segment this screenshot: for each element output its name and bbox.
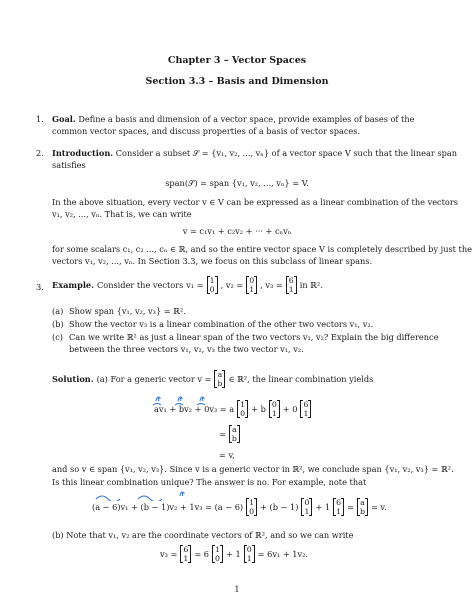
alt-vector-1-0: 1 0 — [246, 498, 257, 516]
part-c-text: Can we write ℝ² as just a linear span of the two vectors v₁, v₂? Explain the big difference between the three vectors v₁, v₂, v₃ the two vector v₁, v₂. — [69, 332, 439, 355]
alt-vector-a-b: a b — [357, 498, 368, 516]
example-tail: in ℝ². — [299, 279, 323, 290]
equation-line2-eq: = — [219, 428, 226, 439]
b-vector-0-1: 0 1 — [244, 545, 255, 563]
v2-vector: 0 1 — [246, 276, 257, 294]
vector-a-b: a b — [229, 425, 240, 443]
generic-vector-ab: a b — [214, 370, 225, 388]
v3-name: , v₃ = — [260, 279, 283, 290]
alt-equation-mid: + (b − 1) — [260, 501, 299, 512]
equation-line3: = v, — [219, 450, 235, 460]
intro-para3-line2: vectors v₁, v₂, ..., vₙ. In Section 3.3, we focus on this subclass of linear spans. — [52, 256, 373, 266]
b-equation-mid2: + 1 — [226, 548, 241, 559]
section-title: Section 3.3 – Basis and Dimension — [145, 76, 329, 87]
alt-equation-mid2: + 1 — [315, 501, 331, 512]
linear-combination-equation: v = c₁v₁ + c₂v₂ + ··· + cₙvₙ — [182, 226, 292, 236]
v1-name: v₁ = — [186, 279, 204, 290]
alt-equation-lhs: (a − 6)v₁ + (b − 1)v₂ + 1v₃ = (a − 6) — [92, 501, 244, 512]
part-b-tag: (b) — [52, 319, 64, 329]
solution-b-text: (b) Note that v₁, v₂ are the coordinate vectors of ℝ², and so we can write — [52, 530, 354, 540]
equation-plus-b: + b — [251, 403, 266, 414]
solution-a-text2: ∈ ℝ², the linear combination yields — [228, 373, 374, 384]
intro-para2-line1: In the above situation, every vector v ∈ V can be expressed as a linear combination of the vectors — [52, 197, 458, 207]
b-vector-1-0: 1 0 — [212, 545, 223, 563]
alt-equation-tail: = v. — [370, 501, 387, 512]
b-equation — [160, 545, 308, 563]
goal-number: 1. — [36, 114, 44, 124]
goal-text: Define a basis and dimension of a vector space, provide examples of bases of the common vector spaces, and discuss properties of a basis of vector spaces. — [52, 114, 415, 137]
alt-vector-6-1: 6 1 — [333, 498, 344, 516]
intro-line1 — [52, 147, 457, 159]
b-equation-tail: = 6v₁ + 1v₂. — [257, 548, 309, 559]
b-equation-mid: = 6 — [194, 548, 210, 559]
alt-vector-0-1: 0 1 — [301, 498, 312, 516]
equation-line2 — [219, 425, 240, 443]
chapter-title: Chapter 3 – Vector Spaces — [167, 55, 307, 66]
intro-label: Introduction. — [52, 148, 114, 158]
v3-vector: 6 1 — [286, 276, 297, 294]
example-number: 3. — [36, 282, 44, 292]
intro-text: Consider a subset 𝒮 = {v₁, v₂, ..., vₙ} of a vector space V such that the linear span — [115, 148, 457, 158]
b-equation-lhs: v₃ = — [160, 548, 178, 559]
example-label: Example. — [52, 279, 94, 290]
solution-a-line — [52, 370, 373, 388]
solution-label: Solution. — [52, 373, 94, 384]
part-a-text: Show span {v₁, v₂, v₃} = ℝ². — [69, 306, 186, 316]
intro-para2-line2: v₁, v₂, ..., vₙ. That is, we can write — [52, 209, 192, 219]
solution-a-text1: (a) For a generic vector v = — [96, 373, 212, 384]
v1-vector: 1 0 — [207, 276, 218, 294]
b-vector-6-1: 6 1 — [180, 545, 191, 563]
part-a-tag: (a) — [52, 306, 64, 316]
equation-line1 — [154, 400, 311, 418]
conclusion-line2: Is this linear combination unique? The answer is no. For example, note that — [52, 477, 367, 487]
annotation-mark-1 — [180, 492, 184, 496]
intro-number: 2. — [36, 148, 44, 158]
example-line — [52, 276, 323, 294]
alt-equation-eq: = — [347, 501, 354, 512]
vector-1-0: 1 0 — [237, 400, 248, 418]
alt-equation — [92, 498, 387, 516]
vector-6-1: 6 1 — [300, 400, 311, 418]
conclusion-line1: and so v ∈ span {v₁, v₂, v₃}. Since v is a generic vector in ℝ², we conclude span {v₁, v₂, v₃} = ℝ². — [52, 464, 454, 474]
intro-line2: satisfies — [52, 160, 86, 170]
part-b-text: Show the vector v₃ is a linear combination of the other two vectors v₁, v₂. — [69, 319, 374, 329]
example-lead: Consider the vectors — [97, 279, 184, 290]
goal-label: Goal. — [52, 114, 76, 124]
equation-plus-0: + 0 — [282, 403, 298, 414]
intro-para3-line1: for some scalars c₁, c₂ ..., cₙ ∈ ℝ, and so the entire vector space V is completely described by just the — [52, 244, 472, 254]
goal-paragraph — [52, 113, 442, 137]
part-c-tag: (c) — [52, 332, 63, 342]
span-equation: span(𝒮) = span {v₁, v₂, ..., vₙ} = V. — [165, 178, 309, 188]
vector-0-1: 0 1 — [269, 400, 280, 418]
equation-line1-lhs: av₁ + bv₂ + 0v₃ = a — [154, 403, 235, 414]
v2-name: , v₂ = — [220, 279, 244, 290]
page-number: 1 — [234, 584, 240, 594]
